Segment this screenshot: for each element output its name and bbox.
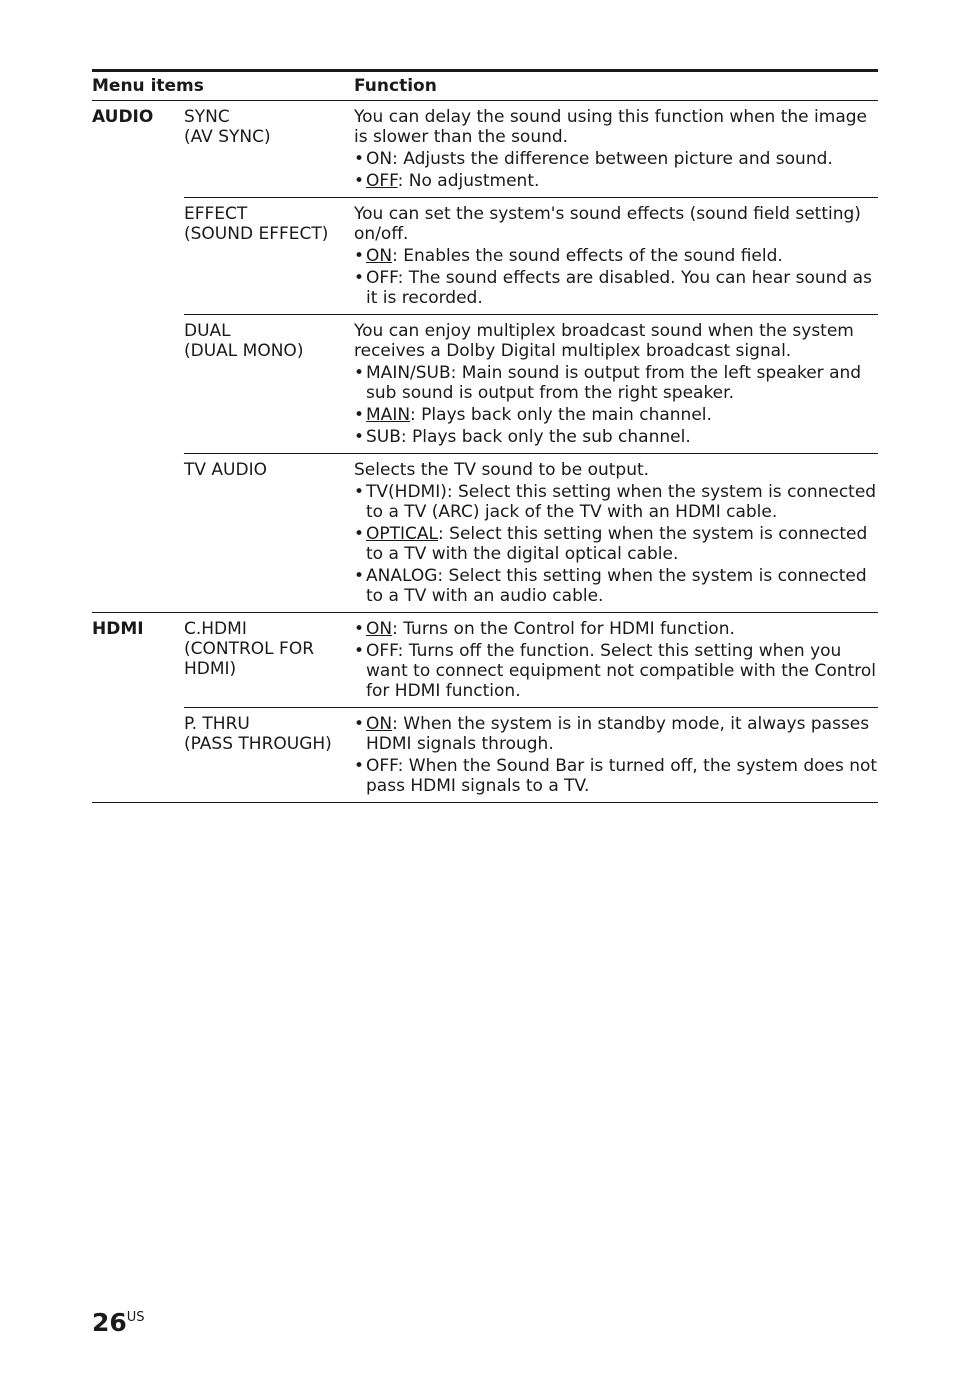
option-name-default: MAIN xyxy=(366,405,411,425)
option-name: TV(HDMI) xyxy=(366,482,447,502)
submenu-label: C.HDMI xyxy=(184,619,247,639)
menu-audio: AUDIO xyxy=(92,101,184,198)
option-name-default: ON xyxy=(366,619,393,639)
option-text: : Turns on the Control for HDMI function. xyxy=(392,619,735,639)
list-item xyxy=(354,566,878,606)
option-text: : When the system is in standby mode, it always passes HDMI signals through. xyxy=(366,714,870,754)
option-text: : Main sound is output from the left speaker and sub sound is output from the right speaker. xyxy=(366,363,862,403)
option-text: : Select this setting when the system is connected to a TV with an audio cable. xyxy=(366,566,867,606)
submenu-tv-audio xyxy=(184,454,354,613)
page-number-suffix: US xyxy=(126,1310,145,1325)
header-menu-items: Menu items xyxy=(92,76,204,96)
option-text: : The sound effects are disabled. You can hear sound as it is recorded. xyxy=(366,268,872,308)
submenu-label: SYNC xyxy=(184,107,230,127)
submenu-sublabel: (PASS THROUGH) xyxy=(184,734,332,754)
option-text: : Select this setting when the system is connected to a TV (ARC) jack of the TV with an HDMI cable. xyxy=(366,482,877,522)
option-text: : Plays back only the main channel. xyxy=(410,405,712,425)
list-item xyxy=(354,524,878,564)
option-text: : Select this setting when the system is connected to a TV with the digital optical cable. xyxy=(366,524,868,564)
function-dual xyxy=(354,315,878,454)
menu-table xyxy=(92,69,878,803)
list-item xyxy=(354,619,878,639)
function-description: Selects the TV sound to be output. xyxy=(354,460,650,480)
function-effect xyxy=(354,198,878,315)
option-name: MAIN/SUB xyxy=(366,363,451,383)
function-description: You can delay the sound using this function when the image is slower than the sound. xyxy=(354,107,867,147)
function-pthru xyxy=(354,708,878,803)
option-name-default: OFF xyxy=(366,171,398,191)
function-tv-audio xyxy=(354,454,878,613)
option-text: : Turns off the function. Select this setting when you want to connect equipment not compatible with the Control for HDMI function. xyxy=(366,641,876,701)
list-item xyxy=(354,714,878,754)
submenu-sublabel: (CONTROL FOR HDMI) xyxy=(184,639,315,679)
submenu-sublabel: (AV SYNC) xyxy=(184,127,271,147)
option-name-default: ON xyxy=(366,246,393,266)
menu-empty xyxy=(92,198,184,315)
table-header xyxy=(92,71,878,101)
menu-hdmi: HDMI xyxy=(92,613,184,708)
header-function: Function xyxy=(354,76,437,96)
submenu-sublabel: (DUAL MONO) xyxy=(184,341,304,361)
function-description: You can set the system's sound effects (sound field setting) on/off. xyxy=(354,204,861,244)
submenu-dual xyxy=(184,315,354,454)
option-name: SUB xyxy=(366,427,401,447)
option-name-default: OPTICAL xyxy=(366,524,439,544)
table-row xyxy=(92,708,878,803)
table-row xyxy=(92,198,878,315)
list-item xyxy=(354,149,878,169)
submenu-label: TV AUDIO xyxy=(184,460,267,480)
submenu-effect xyxy=(184,198,354,315)
list-item xyxy=(354,363,878,403)
option-text: : Plays back only the sub channel. xyxy=(400,427,691,447)
list-item xyxy=(354,482,878,522)
submenu-sync xyxy=(184,101,354,198)
option-text: : Adjusts the difference between picture and sound. xyxy=(392,149,833,169)
table-row xyxy=(92,315,878,454)
option-name: OFF xyxy=(366,641,398,661)
function-chdmi xyxy=(354,613,878,708)
page-number xyxy=(92,1308,145,1337)
page-number-value: 26 xyxy=(92,1308,127,1337)
menu-empty xyxy=(92,315,184,454)
list-item xyxy=(354,756,878,796)
list-item xyxy=(354,427,878,447)
submenu-sublabel: (SOUND EFFECT) xyxy=(184,224,329,244)
option-name: ON xyxy=(366,149,393,169)
option-text: : Enables the sound effects of the sound field. xyxy=(392,246,783,266)
option-name-default: ON xyxy=(366,714,393,734)
submenu-chdmi xyxy=(184,613,354,708)
table-row xyxy=(92,613,878,708)
function-sync xyxy=(354,101,878,198)
list-item xyxy=(354,268,878,308)
menu-empty xyxy=(92,708,184,803)
option-name: ANALOG xyxy=(366,566,438,586)
menu-empty xyxy=(92,454,184,613)
list-item xyxy=(354,246,878,266)
option-text: : No adjustment. xyxy=(397,171,540,191)
list-item xyxy=(354,405,878,425)
option-name: OFF xyxy=(366,756,398,776)
function-description: You can enjoy multiplex broadcast sound when the system receives a Dolby Digital multiplex broadcast signal. xyxy=(354,321,854,361)
submenu-label: DUAL xyxy=(184,321,231,341)
menu-table-container xyxy=(92,69,878,803)
submenu-label: EFFECT xyxy=(184,204,248,224)
option-text: : When the Sound Bar is turned off, the system does not pass HDMI signals to a TV. xyxy=(366,756,878,796)
submenu-label: P. THRU xyxy=(184,714,250,734)
list-item xyxy=(354,641,878,701)
table-row xyxy=(92,454,878,613)
table-row xyxy=(92,101,878,198)
submenu-pthru xyxy=(184,708,354,803)
list-item xyxy=(354,171,878,191)
option-name: OFF xyxy=(366,268,398,288)
